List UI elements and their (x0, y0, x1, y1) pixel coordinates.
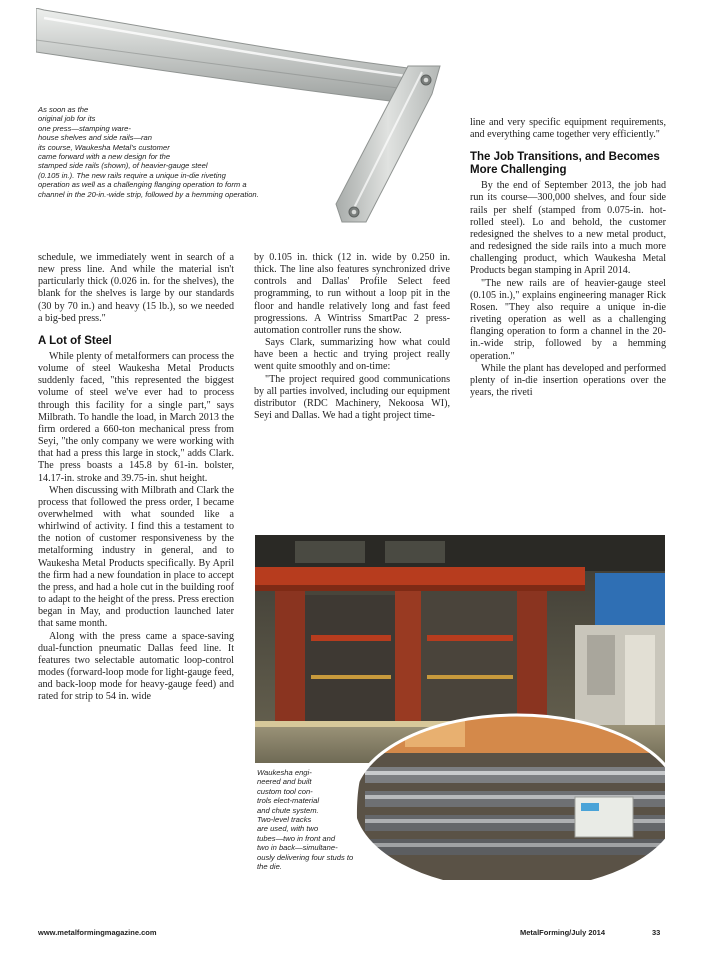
page-number: 33 (652, 928, 661, 937)
caption-line: one press—stamping ware- (38, 123, 131, 133)
column-2 (254, 252, 450, 422)
caption-line: (0.105 in.). The new rails require a unique in-die riveting (38, 170, 226, 180)
press-photo-caption (257, 768, 397, 871)
caption-line: custom tool con- (257, 786, 313, 796)
column-3-intro: line and very specific equipment requirements, and everything came together very efficiently." (470, 117, 666, 141)
rail-photo-caption (38, 105, 338, 199)
caption-line: neered and built (257, 777, 312, 787)
footer-issue: MetalForming/July 2014 (520, 928, 606, 937)
section-heading-job-transitions: The Job Transitions, and Becomes More Challenging (470, 151, 660, 177)
section-heading-a-lot-of-steel: A Lot of Steel (38, 334, 112, 347)
body-paragraph: "The new rails are of heavier-gauge steel (0.105 in.)," explains engineering manager Rick Rosen. "They also require a unique in-die riveting operation as well as a challenging flanging operation to form a channel in the 20-in.-wide strip, followed by a hemming operation." (470, 277, 666, 362)
caption-line: its course, Waukesha Metal's customer (38, 142, 170, 152)
column-1-intro: schedule, we immediately went in search of a new press line. And while the material isn't particularly thick (0.026 in. for the shelves), the blank for the shelves is large by our standards (30 by 70 in.) and heavy (15 lb.), so we needed a big-bed press." (38, 252, 234, 324)
column-1 (38, 252, 234, 703)
body-paragraph: Says Clark, summarizing how what could have been a hectic and trying project really went quite smoothly and on-time: (254, 337, 450, 373)
column-3 (470, 117, 666, 399)
caption-line: house shelves and side rails—ran (38, 133, 152, 143)
caption-line: As soon as the (38, 105, 89, 114)
caption-line: the die. (257, 862, 282, 872)
body-paragraph: While the plant has developed and performed plenty of in-die insertion operations over the years, the riveti (470, 362, 666, 398)
caption-line: trols elect-material (257, 796, 320, 806)
caption-line: tubes—two in front and (257, 833, 336, 843)
caption-line: two in back—simultane- (257, 843, 338, 853)
caption-line: Waukesha engi- (257, 768, 312, 777)
caption-line: and chute system. (257, 805, 319, 815)
body-paragraph: Along with the press came a space-saving dual-function pneumatic Dallas feed line. It features two selectable automatic loop-control modes (forward-loop mode for light-gauge feed, and back-loop mode for heavy-gauge feed) and rated for strip to 54 in. wide (38, 630, 234, 703)
caption-line: operation as well as a challenging flanging operation to form a (38, 180, 247, 190)
body-paragraph: When discussing with Milbrath and Clark the process that followed the press order, I became overwhelmed with what sounded like a whirlwind of activity. I find this a testament to the notion of customer responsiveness by the metalforming industry in general, and to Waukesha Metal Products specifically. By April the firm had a new foundation in place to accept the press, and had a hole cut in the building roof to adapt to the height of the press. Press erection began in May, and production launched later that same month. (38, 484, 234, 630)
body-paragraph: by 0.105 in. thick (12 in. wide by 0.250 in. thick. The line also features synchronized drive controls and Dallas' Profile Select feed programming, to run without a loop pit in the floor and handle relatively long and fast feed progressions. A Wintriss SmartPac 2 press-automation controller runs the show. (254, 252, 450, 336)
body-paragraph: "The project required good communications by all parties involved, including our equipment distributor (RDC Machinery, Nekoosa WI), Seyi and Dallas. We had a tight project time- (254, 373, 450, 422)
caption-line: ously delivering four studs to (257, 852, 354, 862)
body-paragraph: By the end of September 2013, the job had run its course—300,000 shelves, and four side rails per shelf (stamped from 0.075-in. hot-rolled steel). Lo and behold, the customer redesigned the shelves to a new metal product, and redesigned the side rails into a much more challenging product, which Waukesha Metal Products began stamping in April 2014. (470, 180, 666, 277)
body-paragraph: While plenty of metalformers can process the volume of steel Waukesha Metal Products suddenly faced, "this represented the biggest volume of steel we've ever had to process through this facility for a single part," says Milbrath. To handle the load, in March 2013 the firm ordered a 660-ton mechanical press from Seyi, "the only company we were working with that had a press this large in stock," adds Clark. The press boasts a 145.8 by 61-in. bolster, 14.17-in. stroke and 39.75-in. shut height. (38, 350, 234, 484)
caption-line: came forward with a new design for the (38, 152, 171, 162)
caption-line: original job for its (38, 114, 96, 124)
caption-line: Two-level tracks (257, 815, 312, 825)
footer-website[interactable]: www.metalformingmagazine.com (38, 928, 157, 937)
caption-line: stamped side rails (shown), of heavier-gauge steel (38, 161, 208, 171)
caption-line: channel in the 20-in.-wide strip, followed by a hemming operation. (38, 189, 259, 199)
caption-line: are used, with two (257, 824, 319, 834)
